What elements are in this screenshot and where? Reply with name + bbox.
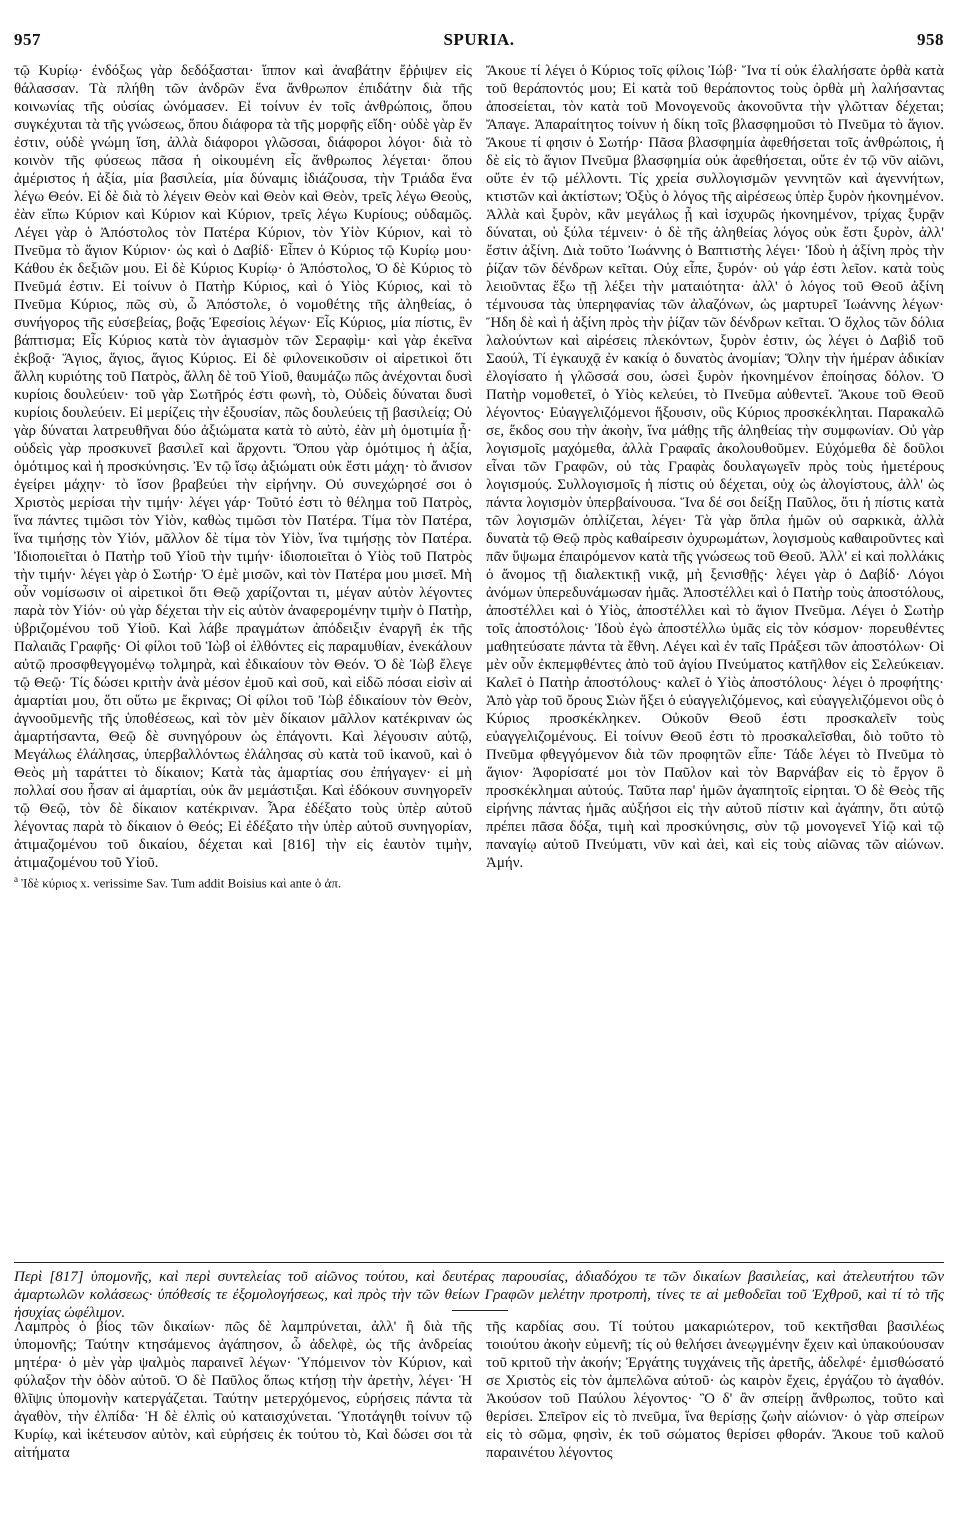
footnote-mark: a — [14, 874, 18, 884]
footnote — [14, 874, 472, 891]
lower-left-column — [14, 1318, 472, 1532]
page-number-right: 958 — [916, 30, 944, 49]
upper-right-text: Ἄκουε τί λέγει ὁ Κύριος τοῖς φίλοις Ἰώβ· Ἵνα τί οὐκ ἐλαλήσατε ὀρθὰ κατὰ τοῦ θεράποντός μου; Εἰ κατὰ τοῦ θεράποντος τοὺς ὀρθὰ μὴ λαλήσαντας ἀποσείεται, τὸν κατὰ τοῦ Μονογενοῦς ἀκονοῦντα τὴν γλῶτταν δέχεται; Ἄπαγε. Ἀπαραίτητος τοίνυν ἡ δίκη τοῖς βλασφημοῦσι τὸ Πνεῦμα τὸ ἅγιον. Ἄκουε τί φησιν ὁ Σωτήρ· Πᾶσα βλασφημία ἀφεθήσεται τοῖς ἀνθρώποις, ἡ δὲ εἰς τὸ ἅγιον Πνεῦμα βλασφημία οὐκ ἀφεθήσεται, οὔτε ἐν τῷ νῦν αἰῶνι, οὔτε ἐν τῷ μέλλοντι. Τίς χρεία συλλογισμῶν γεννητῶν καὶ ἀγεννήτων, κτιστῶν καὶ ἀκτίστων; Ὀξὺς ὁ λόγος τῆς αἱρέσεως ὑπὲρ ξυρὸν ἠκονημένον. Ἀλλὰ καὶ ξυρὸν, κἂν μεγάλως ᾖ καὶ ἰσχυρῶς ἠκονημένον, τρίχας ξυρᾷν δύναται, οὐ ξύλα τέμνειν· ὁ δὲ τῆς ἀληθείας λόγος οὐκ ἔστι ξυρὸν, ἀλλ' ἔστιν ἀξίνη. Διὰ τοῦτο Ἰωάννης ὁ Βαπτιστὴς λέγει· Ἰδοὺ ἡ ἀξίνη πρὸς τὴν ῥίζαν τῶν δένδρων κεῖται. Οὐχ εἶπε, ξυρόν· οὐ γάρ ἐστι λεῖον. κατὰ τοὺς λειοῦντας ἔξω τῇ λέξει τὴν ματαιότητα· ἀλλ' ὁ λόγος τοῦ Θεοῦ ἀξίνη τέμνουσα τὰς ὑπερηφανίας τῶν ἀλαζόνων, ὡς μαρτυρεῖ Ἰωάννης λέγων· Ἤδη δὲ καὶ ἡ ἀξίνη πρὸς τὴν ῥίζαν τῶν δένδρων κεῖται. Ὁ ὄχλος τῶν δόλια λαλούντων καὶ αἱρέσεις πλεκόντων, ξυρὸν ἐστιν, ὡς λέγει ὁ Δαβὶδ τοῦ Σαούλ, Τί ἐγκαυχᾷ ἐν κακίᾳ ὁ δυνατὸς ἀνομίαν; Ὅλην τὴν ἡμέραν ἀδικίαν ἐλογίσατο ἡ γλῶσσά σου, ὡσεὶ ξυρὸν ἠκονημένον ἐποίησας δόλον. Ὁ Πατὴρ νομοθετεῖ, ὁ Υἱὸς κελεύει, τὸ Πνεῦμα αὐθεντεῖ. Ἄκουε τοῦ Θεοῦ λέγοντος· Εὐαγγελιζόμενοι ἥξουσιν, οὓς Κύριος προσκέκληται. Παρακαλῶ σε, ἔκδος σου τὴν ἀκοὴν, ἵνα μάθῃς τῆς ἀληθείας τὴν συμφωνίαν. Οὐ γὰρ λογισμοῖς μαχόμεθα, ἀλλὰ Γραφαῖς ἀκολουθοῦμεν. Εὐχόμεθα δὲ δοῦλοι εἶναι τῶν Γραφῶν, οὐ τὰς Γραφὰς δουλαγωγεῖν πρὸς τοὺς ἡμετέρους λογισμούς. Συλλογισμοῖς ἡ πίστις οὐ δέχεται, οὐχ ὡς ἀλογίστους, ἀλλ' ὡς πάντα λογισμὸν ὑπερβαίνουσα. Ἵνα δέ σοι δείξῃ Παῦλος, ὅτι ἡ πίστις κατὰ τῶν λογισμῶν ὁπλίζεται, λέγει· Τὰ γὰρ ὅπλα ἡμῶν οὐ σαρκικὰ, ἀλλὰ δυνατὰ τῷ Θεῷ πρὸς καθαίρεσιν ὀχυρωμάτων, λογισμοὺς καθαιροῦντες καὶ πᾶν ὕψωμα ἐπαιρόμενον κατὰ τῆς γνώσεως τοῦ Θεοῦ. Ἀλλ' εἰ καὶ πολλάκις ὁ ἄνομος τῇ διαλεκτικῇ νικᾷ, μὴ ξενισθῇς· λέγει γὰρ ὁ Δαβίδ· Λόγοι ἀνόμων ὑπερεδυνάμωσαν ἡμᾶς. Ἀποστέλλει καὶ ὁ Πατὴρ τοὺς ἀποστόλους, ἀποστέλλει καὶ ὁ Υἱὸς, ἀποστέλλει καὶ τὸ ἅγιον Πνεῦμα. Λέγει ὁ Σωτὴρ τοῖς ἀποστόλοις· Ἰδοὺ ἐγὼ ἀποστέλλω ὑμᾶς εἰς τὸν κόσμον· πορευθέντες μαθητεύσατε πάντα τὰ ἔθνη. Λέγει καὶ ἐν ταῖς Πράξεσι τῶν ἀποστόλων· Οἱ μὲν οὖν ἐκπεμφθέντες ἀπὸ τοῦ ἁγίου Πνεύματος κατῆλθον εἰς Σελεύκειαν. Καλεῖ ὁ Πατὴρ ἀποστόλους· καλεῖ ὁ Υἱὸς ἀποστόλους· λέγει ὁ προφήτης· Ἀπὸ γὰρ τοῦ ὄρους Σιὼν ἥξει ὁ εὐαγγελιζόμενος, καὶ εὐαγγελιζόμενοι οὓς ὁ Κύριος προσκέκληκεν. Οὐκοῦν Θεοῦ ἐστι προσκαλεῖν τοὺς εὐαγγελιζομένους. Εἰ τοίνυν Θεοῦ ἐστι τὸ προσκαλεῖσθαι, διὸ τοῦτο τὸ Πνεῦμα φθεγγόμενον διὰ τῶν προφητῶν εἶπε· Τάδε λέγει τὸ Πνεῦμα τὸ ἅγιον· Ἀφορίσατέ μοι τὸν Παῦλον καὶ τὸν Βαρνάβαν εἰς τὸ ἔργον ὃ προσκέκλημαι αὐτούς. Ταῦτα παρ' ἡμῶν ἀγαπητοῖς εἰρηται. Ὁ δὲ Θεὸς τῆς εἰρήνης πάντας ἡμᾶς αὐξήσοι εἰς τὴν αὐτοῦ πίστιν καὶ ἀγάπην, ὅτι αὐτῷ πρέπει πᾶσα δόξα, τιμὴ καὶ προσκύνησις, σὺν τῷ μονογενεῖ Υἱῷ καὶ τῷ παναγίῳ αὐτοῦ Πνεύματι, νῦν καὶ ἀεὶ, καὶ εἰς τοὺς αἰῶνας τῶν αἰώνων. Ἀμήν. — [486, 63, 944, 871]
page-number-left: 957 — [14, 30, 41, 49]
lower-columns — [14, 1318, 944, 1532]
running-title: SPURIA. — [443, 30, 515, 49]
upper-left-text: τῷ Κυρίῳ· ἐνδόξως γὰρ δεδόξασται· ἵππον καὶ ἀναβάτην ἔῤῥιψεν εἰς θάλασσαν. Τὰ πλήθη τῶν ἀνδρῶν ἕνα ἄνθρωπον ἐπιδάτην διὰ τῆς κοινωνίας τῆς οὐσίας ὠνόμασεν. Εἰ τοίνυν ἐν τοῖς ἀνθρώποις, ὅπου συγκέχυται τὰ τῆς γνώσεως, ὅπου διάφορα τὰ τῆς μορφῆς εἴδη· οὐδὲ γὰρ ἕν ἐστιν, οὐδὲ γνώμη ἴση, ἀλλὰ διάφοροι γλῶσσαι, διάφοροι λόγοι· διὰ τὸ κοινὸν τῆς φύσεως πᾶσα ἡ οἰκουμένη εἷς ἄνθρωπος λέγεται· ὅπου ἀμέριστος ἡ ἀξία, μία βασιλεία, μία δύναμις ἰδιάζουσα, τὴν Τριάδα ἕνα λέγω Θεόν. Εἰ δὲ διὰ τὸ λέγειν Θεὸν καὶ Θεὸν καὶ Θεὸν, τρεῖς λέγω Θεοὺς, ἐὰν εἴπω Κύριον καὶ Κύριον καὶ Κύριον, τρεῖς λέγω Κυρίους; οὐδαμῶς. Λέγει γὰρ ὁ Ἀπόστολος τὸν Πατέρα Κύριον, τὸν Υἱὸν Κύριον, καὶ τὸ Πνεῦμα τὸ ἅγιον Κύριον· ὡς καὶ ὁ Δαβίδ· Εἶπεν ὁ Κύριος τῷ Κυρίῳ μου· Κάθου ἐκ δεξιῶν μου. Εἰ δὲ Κύριος Κυρίῳ· ὁ Ἀπόστολος, Ὁ δὲ Κύριος τὸ Πνεῦμά ἐστιν. Εἰ τοίνυν ὁ Πατὴρ Κύριος, καὶ ὁ Υἱὸς Κύριος, καὶ τὸ Πνεῦμα Κύριος, πῶς σὺ, ὦ Ἀπόστολε, ὁ νομοθέτης τῆς ἀληθείας, ὁ συνήγορος τῆς εὐσεβείας, βοᾷς Ἐφεσίοις λέγων· Εἷς Κύριος, μία πίστις, ἓν βάπτισμα; Εἷς Κύριος κατὰ τὸν ἁγιασμὸν τῶν Σεραφὶμ· καὶ γὰρ ἐκεῖνα ἐκβοᾷ· Ἅγιος, ἅγιος, ἅγιος Κύριος. Εἰ δὲ φιλονεικοῦσιν οἱ αἱρετικοὶ ὅτι ἄλλη κυριότης τοῦ Πατρὸς, ἄλλη δὲ τοῦ Υἱοῦ, θαυμάζω πῶς ἀνέχονται δυσὶ κυρίοις δουλεύειν· τοῦ γὰρ Σωτῆρός ἐστι φωνὴ, τὸ, Οὐδεὶς δύναται δυσὶ κυρίοις δουλεύειν. Εἰ μερίζεις τὴν ἐξουσίαν, πῶς δουλεύεις τῇ βασιλείᾳ; Οὐ γὰρ δύναται λατρευθῆναι δύο ἀξιώματα κατὰ τὸ αὐτὸ, ἐὰν μὴ ὁμοτιμία ᾖ· οὐδεὶς γὰρ προσκυνεῖ βασιλεῖ καὶ ἄρχοντι. Ὅπου γὰρ ὁμότιμος ἡ ἀξία, ὁμότιμος καὶ ἡ προσκύνησις. Ἐν τῷ ἴσῳ ἀξιώματι οὐκ ἔστι μάχη· τὸ ἄνισον ἐγείρει μάχην· τὸ ἴσον βραβεύει τὴν εἰρήνην. Οὐ συνεχώρησέ σοι ὁ Χριστὸς μερίσαι τὴν τιμήν· λέγει γάρ· Τοῦτό ἐστι τὸ θέλημα τοῦ Πατρὸς, ἵνα πάντες τιμῶσι τὸν Υἱὸν, καθὼς τιμῶσι τὸν Πατέρα. Τίμα τὸν Πατέρα, ἵνα τιμήσῃς τὸν Υἱόν, μᾶλλον δὲ τίμα τὸν Υἱὸν, ἵνα τιμήσῃς τὸν Πατέρα. Ἰδιοποιεῖται ὁ Πατὴρ τοῦ Υἱοῦ τὴν τιμήν· ἰδιοποιεῖται ὁ Υἱὸς τοῦ Πατρὸς τὴν τιμήν· λέγει γὰρ ὁ Σωτήρ· Ὁ ἐμὲ μισῶν, καὶ τὸν Πατέρα μου μισεῖ. Μὴ οὖν νομίσωσιν οἱ αἱρετικοὶ ὅτι Θεῷ χαρίζονται τι, μέγαν αὐτὸν λέγοντες παρὰ τὸν Υἱόν· οὐ γὰρ δέχεται τὴν εἰς αὐτὸν ἀναφερομένην τιμὴν ὁ Πατὴρ, ὑβριζομένου τοῦ Υἱοῦ. Καὶ λάβε πραγμάτων ἀπόδειξιν ἐναργῆ ἐκ τῆς Παλαιᾶς Γραφῆς· Οἱ φίλοι τοῦ Ἰὼβ οἱ ἐλθόντες εἰς παραμυθίαν, ἐνεκάλουν αὐτῷ προσφθεγγομένῳ τολμηρὰ, καὶ ἐδικαίουν τὸν Θεόν. Ὁ δὲ Ἰὼβ ἔλεγε τῷ Θεῷ· Τίς δώσει κριτὴν ἀνὰ μέσον ἐμοῦ καὶ σοῦ, καὶ εἰδῶ πόσαι εἰσὶν αἱ ἁμαρτίαι μου, ὅτι οὕτω με ἔκρινας; Οἱ φίλοι τοῦ Ἰὼβ ἐδικαίουν τὸν Θεὸν, ἀγνοοῦμενῆς τῆς ὑποθέσεως, καὶ τὸν μὲν δίκαιον μᾶλλον κατέκριναν ὡς ἁμαρτήσαντα, Θεῷ δὲ συνηγόρουν ὡς ἐπάγοντι. Καὶ λέγουσιν αὐτῷ, Μεγάλως ἐλάλησας, ὑπερβαλλόντως ἐλάλησας σὺ κατὰ τοῦ ἱκανοῦ, καὶ ὁ Θεὸς μὴ ταράττει τὸ δίκαιον; Κατὰ τὰς ἁμαρτίας σου ἐπήγαγεν· εἰ μὴ πολλαί σου ἦσαν αἱ ἁμαρτίαι, οὐκ ἂν μεμάστιξαι. Καὶ ἐδόκουν συνηγορεῖν τῷ Θεῷ, τὸν δὲ δίκαιον κατέκριναν. Ἆρα ἐδέξατο τοὺς ὑπὲρ αὐτοῦ λέγοντας παρὰ τὸ δίκαιον ὁ Θεός; Εἰ ἐδέξατο τὴν ὑπὲρ αὐτοῦ συνηγορίαν, ἀτιμαζομένου τοῦ δικαίου, δέχεται καὶ [816] τὴν εἰς ἑαυτὸν τιμὴν, ἀτιμαζομένου τοῦ Υἱοῦ. — [14, 63, 472, 871]
section-divider — [14, 1262, 944, 1263]
running-head — [14, 30, 944, 50]
short-rule — [452, 1310, 508, 1311]
upper-left-column — [14, 62, 472, 1254]
lower-right-text: τῆς καρδίας σου. Τί τούτου μακαριώτερον, τοῦ κεκτῆσθαι βασιλέως τοιούτου ἀκοὴν εὐμενῆ; τίς οὐ θελήσει ἀνεῳγμένην ἔχειν καὶ ὑπακούουσαν τοῦ κριτοῦ τὴν ἀκοήν; Ἐργάτης τυγχάνεις τῆς ἀρετῆς, ἀδελφέ· ἐμισθώσατό σε Χριστὸς εἰς τὸν ἀμπελῶνα αὐτοῦ· ὡς καιρὸν ἔχεις, ἐργάζου τὸ ἀγαθόν. Ἀκούσον τοῦ Παύλου λέγοντος· Ὃ δ' ἂν σπείρῃ ἄνθρωπος, τοῦτο καὶ θερίσει. Σπεῖρον εἰς τὸ πνεῦμα, ἵνα θερίσῃς ζωὴν αἰώνιον· ὁ γὰρ σπείρων εἰς τὸ σῶμα, φησὶν, ἐκ τοῦ σώματος θερίσει φθοράν. Ἄκουε τοῦ καλοῦ παραινέτου λέγοντος — [486, 1319, 944, 1461]
upper-right-column — [486, 62, 944, 1254]
lower-left-text: Λαμπρὸς ὁ βίος τῶν δικαίων· πῶς δὲ λαμπρύνεται, ἀλλ' ἢ διὰ τῆς ὑπομονῆς; Ταύτην κτησάμενος ἀγάπησον, ὦ ἀδελφὲ, ὡς τῆς ἀνδρείας μητέρα· ὁ μὲν γὰρ ψαλμὸς παραινεῖ λέγων· Ὑπόμεινον τὸν Κύριον, καὶ φύλαξον τὴν ὁδὸν αὐτοῦ. Ὁ δὲ Παῦλος ὅπως κτήσῃ τὴν ἀρετὴν, λέγει· Ἡ θλῖψις ὑπομονὴν κατεργάζεται. Ταύτην μετερχόμενος, εὑρήσεις πάντα τὰ ἀγαθὸν, τὴν ἐλπίδα· Ἡ δὲ ἐλπὶς οὐ καταισχύνεται. Ὑποτάγηθι τοίνυν τῷ Κυρίῳ, καὶ ἱκέτευσον αὐτὸν, καὶ εὑρήσεις ἐκ τούτου τὸ, Καὶ δώσει σοι τὰ αἰτήματα — [14, 1319, 472, 1461]
lower-right-column — [486, 1318, 944, 1532]
section-title: Περὶ [817] ὑπομονῆς, καὶ περὶ συντελείας τοῦ αἰῶνος τούτου, καὶ δευτέρας παρουσίας, ἀδιαδόχου τε τῶν δικαίων βασιλείας, καὶ ἀτελευτήτου τῶν ἁμαρτωλῶν κολάσεως· ὑπόθεσίς τε ἐξομολογήσεως, καὶ πρὸς τὴν τῶν θείων Γραφῶν μελέτην προτροπὴ, τίνες τε αἱ μεθοδεῖαι τοῦ Ἐχθροῦ, καὶ τί τὸ τῆς ἡσυχίας ὠφέλιμον. — [14, 1269, 944, 1321]
footnote-text: Ἰδὲ κύριος x. verissime Sav. Tum addit Boisius καὶ ante ὁ ἀπ. — [21, 875, 342, 891]
upper-columns — [14, 62, 944, 1254]
